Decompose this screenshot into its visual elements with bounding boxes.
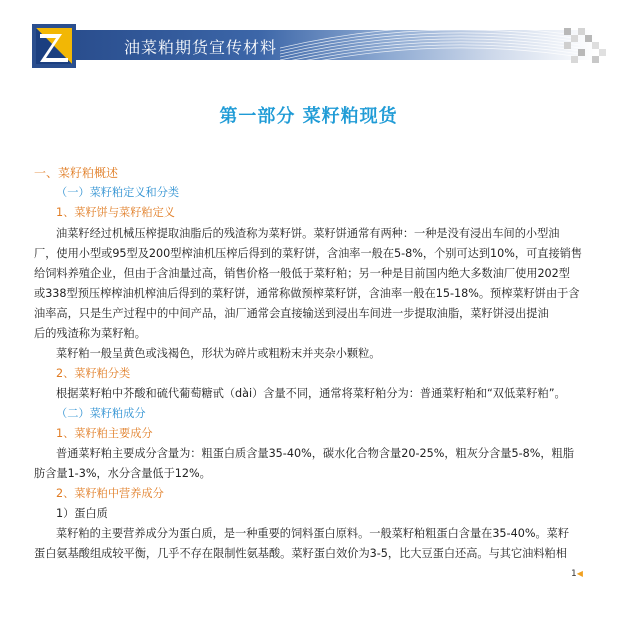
header-banner [0, 24, 617, 72]
paragraph-3: 根据菜籽粕中芥酸和硫代葡萄糖甙（dài）含量不同，通常将菜籽粕分为：普通菜籽粕和“双低菜籽粕”。 [56, 387, 566, 400]
paragraph-2: 菜籽粕一般呈黄色或浅褐色，形状为碎片或粗粉末并夹杂小颗粒。 [56, 347, 381, 360]
exchange-logo-icon [32, 24, 76, 68]
paragraph-1-line: 或338型预压榨榨油机榨油后得到的菜籽饼，通常称做预榨菜籽饼，含油率一般在15-18%。预榨菜籽饼由于含 [34, 287, 580, 300]
page-number [571, 569, 583, 579]
subsection-title-1-1: （一）菜籽粕定义和分类 [56, 186, 180, 199]
paragraph-1-line: 给饲料养殖企业，但由于含油量过高，销售价格一般低于菜籽粕；另一种是目前国内绝大多数油厂使用202型 [34, 267, 570, 280]
triangle-icon: ◀ [576, 569, 583, 578]
item-title-1-2-1: 1、菜籽粕主要成分 [56, 427, 153, 440]
page-number-value: 1 [571, 569, 577, 579]
paragraph-5-line: 菜籽粕的主要营养成分为蛋白质，是一种重要的饲料蛋白原料。一般菜籽粕粗蛋白含量在35-40%。菜籽 [56, 527, 570, 540]
banner-title: 油菜粕期货宣传材料 [124, 38, 278, 57]
item-title-1-2-2: 2、菜籽粕中营养成分 [56, 487, 164, 500]
paragraph-1-line: 后的残渣称为菜籽粕。 [34, 327, 146, 340]
item-title-1-1-1: 1、菜籽饼与菜籽粕定义 [56, 206, 175, 219]
item-title-1-1-2: 2、菜籽粕分类 [56, 367, 131, 380]
paragraph-4-line: 普通菜籽粕主要成分含量为：粗蛋白质含量35-40%，碳水化合物含量20-25%，粗灰分含量5-8%，粗脂 [56, 447, 574, 460]
section-title-1: 一、菜籽粕概述 [34, 166, 119, 180]
paragraph-1-line: 油菜籽经过机械压榨提取油脂后的残渣称为菜籽饼。菜籽饼通常有两种：一种是没有浸出车间的小型油 [56, 227, 560, 240]
banner-wave-lines [280, 30, 580, 60]
paragraph-4-line: 肪含量1-3%，水分含量低于12%。 [34, 467, 211, 480]
banner-squares-decoration [560, 24, 608, 68]
page-heading: 第一部分 菜籽粕现货 [219, 106, 398, 127]
paragraph-5-line: 蛋白氨基酸组成较平衡，几乎不存在限制性氨基酸。菜籽蛋白效价为3-5，比大豆蛋白还高。与其它油料粕相 [34, 547, 567, 560]
item-title-protein: 1）蛋白质 [56, 507, 108, 520]
paragraph-1-line: 厂，使用小型或95型及200型榨油机压榨后得到的菜籽饼，含油率一般在5-8%，个别可达到10%，可直接销售 [34, 247, 583, 260]
paragraph-1-line: 油率高，只是生产过程中的中间产品，油厂通常会直接输送到浸出车间进一步提取油脂，菜籽饼浸出提油 [34, 307, 549, 320]
subsection-title-1-2: （二）菜籽粕成分 [56, 407, 146, 420]
